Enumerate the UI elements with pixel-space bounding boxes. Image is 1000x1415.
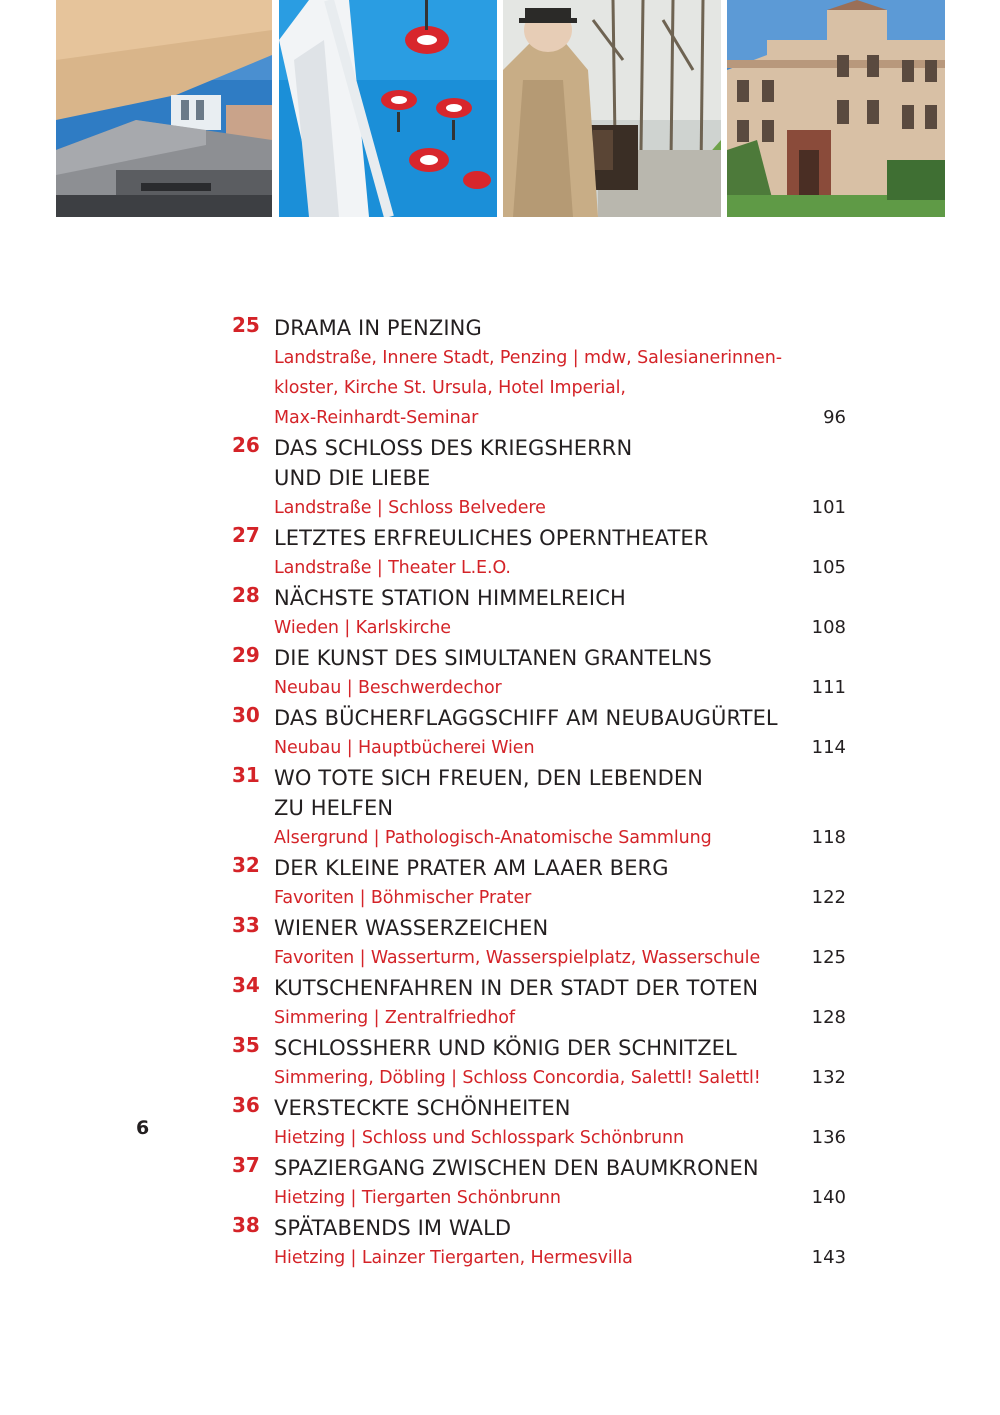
chapter-number: 36 (232, 1093, 260, 1117)
chapter-location-row (274, 673, 848, 703)
photo-strip (56, 0, 945, 217)
chapter-location-line: Landstraße | Schloss Belvedere (274, 498, 546, 518)
chapter-location-row (274, 403, 848, 433)
toc-entry (232, 433, 848, 523)
chapter-title (274, 853, 848, 883)
chapter-location-line: Hietzing | Tiergarten Schönbrunn (274, 1188, 561, 1208)
chapter-number: 37 (232, 1153, 260, 1177)
toc-entry (232, 1093, 848, 1153)
chapter-title (274, 763, 848, 823)
toc-entry (232, 1153, 848, 1213)
chapter-title (274, 1093, 848, 1123)
toc-entry (232, 523, 848, 583)
chapter-title-line: NÄCHSTE STATION HIMMELREICH (274, 586, 626, 610)
chapter-title-line: SCHLOSSHERR UND KÖNIG DER SCHNITZEL (274, 1036, 737, 1060)
chapter-title (274, 1213, 848, 1243)
page-number: 6 (136, 1117, 150, 1139)
chapter-title (274, 703, 848, 733)
chapter-title-line: DAS BÜCHERFLAGGSCHIFF AM NEUBAUGÜRTEL (274, 706, 778, 730)
chapter-title-line: WO TOTE SICH FREUEN, DEN LEBENDEN (274, 766, 704, 790)
chapter-title (274, 433, 848, 493)
chapter-title-line: KUTSCHENFAHREN IN DER STADT DER TOTEN (274, 976, 759, 1000)
chapter-title-line: UND DIE LIEBE (274, 466, 431, 490)
toc-entry (232, 853, 848, 913)
chapter-page-number: 108 (811, 617, 846, 638)
chapter-title-line: VERSTECKTE SCHÖNHEITEN (274, 1096, 571, 1120)
chapter-title-line: SPÄTABENDS IM WALD (274, 1216, 512, 1240)
chapter-location-line: Hietzing | Lainzer Tiergarten, Hermesvilla (274, 1248, 633, 1268)
horse-carriage-photo (503, 0, 721, 217)
chapter-title-line: LETZTES ERFREULICHES OPERNTHEATER (274, 526, 709, 550)
chapter-location-line: Wieden | Karlskirche (274, 618, 451, 638)
chapter-title-line: DER KLEINE PRATER AM LAAER BERG (274, 856, 669, 880)
toc-entry (232, 583, 848, 643)
chapter-number: 29 (232, 643, 260, 667)
chapter-page-number: 111 (811, 677, 846, 698)
chapter-number: 28 (232, 583, 260, 607)
carousel-ride-photo (279, 0, 497, 217)
chapter-number: 33 (232, 913, 260, 937)
toc-entry (232, 973, 848, 1033)
chapter-location-row (274, 1123, 848, 1153)
chapter-title (274, 1153, 848, 1183)
chapter-number: 32 (232, 853, 260, 877)
chapter-location-row (274, 1243, 848, 1273)
villa-hermesvilla-photo (727, 0, 945, 217)
chapter-location-line: Simmering, Döbling | Schloss Concordia, Salettl! Salettl! (274, 1068, 761, 1088)
chapter-location-line: Max-Reinhardt-Seminar (274, 408, 479, 428)
chapter-title (274, 523, 848, 553)
chapter-page-number: 140 (811, 1187, 846, 1208)
chapter-location-row (274, 1063, 848, 1093)
toc-entry (232, 313, 848, 433)
chapter-page-number: 101 (811, 497, 846, 518)
chapter-location-line: Simmering | Zentralfriedhof (274, 1008, 515, 1028)
chapter-page-number: 118 (811, 827, 846, 848)
toc-entry (232, 1213, 848, 1273)
chapter-title (274, 313, 848, 343)
chapter-location-row (274, 613, 848, 643)
chapter-number: 38 (232, 1213, 260, 1237)
chapter-page-number: 132 (811, 1067, 846, 1088)
chapter-location-row (274, 883, 848, 913)
chapter-location-line: kloster, Kirche St. Ursula, Hotel Imperial, (274, 378, 626, 398)
chapter-title-line: DIE KUNST DES SIMULTANEN GRANTELNS (274, 646, 712, 670)
chapter-page-number: 143 (811, 1247, 846, 1268)
chapter-page-number: 96 (823, 407, 846, 428)
toc-entry (232, 913, 848, 973)
chapter-number: 31 (232, 763, 260, 787)
modern-building-canopy-photo (56, 0, 272, 217)
chapter-location-row (274, 493, 848, 523)
toc-entry (232, 1033, 848, 1093)
chapter-title-line: WIENER WASSERZEICHEN (274, 916, 549, 940)
chapter-title (274, 583, 848, 613)
chapter-location-line: Neubau | Beschwerdechor (274, 678, 502, 698)
chapter-location-row (274, 1003, 848, 1033)
chapter-location-line: Neubau | Hauptbücherei Wien (274, 738, 535, 758)
chapter-location-line: Hietzing | Schloss und Schlosspark Schönbrunn (274, 1128, 685, 1148)
chapter-location-row (274, 823, 848, 853)
chapter-location-row (274, 553, 848, 583)
chapter-number: 34 (232, 973, 260, 997)
table-of-contents (232, 313, 848, 1273)
chapter-page-number: 136 (811, 1127, 846, 1148)
toc-entry (232, 763, 848, 853)
chapter-location-line: Landstraße, Innere Stadt, Penzing | mdw, Salesianerinnen- (274, 348, 782, 368)
chapter-location-line: Alsergrund | Pathologisch-Anatomische Sammlung (274, 828, 712, 848)
chapter-title (274, 913, 848, 943)
chapter-title (274, 643, 848, 673)
chapter-number: 35 (232, 1033, 260, 1057)
toc-entry (232, 643, 848, 703)
chapter-title-line: DAS SCHLOSS DES KRIEGSHERRN (274, 436, 633, 460)
chapter-location-row (274, 943, 848, 973)
chapter-title-line: DRAMA IN PENZING (274, 316, 482, 340)
chapter-location-line: Landstraße | Theater L.E.O. (274, 558, 511, 578)
chapter-number: 25 (232, 313, 260, 337)
chapter-page-number: 125 (811, 947, 846, 968)
chapter-location-row (274, 733, 848, 763)
chapter-location-line: Favoriten | Wasserturm, Wasserspielplatz, Wasserschule (274, 948, 761, 968)
chapter-title (274, 1033, 848, 1063)
chapter-number: 27 (232, 523, 260, 547)
chapter-page-number: 105 (811, 557, 846, 578)
toc-entry (232, 703, 848, 763)
chapter-number: 26 (232, 433, 260, 457)
chapter-title-line: SPAZIERGANG ZWISCHEN DEN BAUMKRONEN (274, 1156, 759, 1180)
chapter-title-line: ZU HELFEN (274, 796, 394, 820)
chapter-page-number: 122 (811, 887, 846, 908)
chapter-number: 30 (232, 703, 260, 727)
chapter-page-number: 114 (811, 737, 846, 758)
chapter-location-row (274, 1183, 848, 1213)
chapter-location-line: Favoriten | Böhmischer Prater (274, 888, 532, 908)
chapter-title (274, 973, 848, 1003)
chapter-page-number: 128 (811, 1007, 846, 1028)
